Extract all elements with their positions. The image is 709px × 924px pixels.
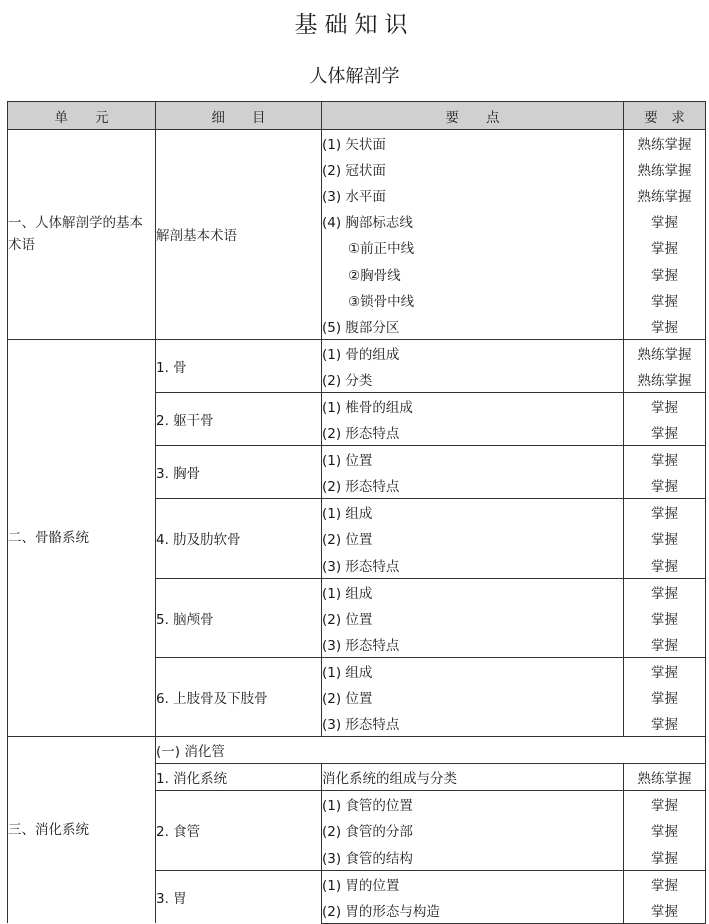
requirement-cell: 掌握 [624, 446, 706, 473]
subject-cell: 2. 食管 [156, 791, 322, 870]
requirement-cell: 掌握 [624, 313, 706, 340]
unit-label: 一、人体解剖学的基本术语 [8, 215, 143, 254]
point-cell: (2) 位置 [322, 684, 624, 710]
point-cell: (4) 胸部标志线 [322, 208, 624, 234]
subject-cell: 解剖基本术语 [156, 130, 322, 340]
point-cell: (3) 形态特点 [322, 552, 624, 579]
unit-cell [8, 737, 156, 924]
requirement-cell: 掌握 [624, 419, 706, 446]
subject-cell: 6. 上肢骨及下肢骨 [156, 657, 322, 736]
requirement-cell: 熟练掌握 [624, 764, 706, 791]
point-cell: (1) 组成 [322, 499, 624, 526]
header-subject: 细 目 [156, 102, 322, 130]
point-cell: (2) 食管的分部 [322, 817, 624, 843]
table-row [8, 737, 706, 764]
requirement-cell: 掌握 [624, 578, 706, 605]
requirement-cell: 熟练掌握 [624, 339, 706, 366]
point-cell: (2) 位置 [322, 605, 624, 631]
unit-label: 二、骨骼系统 [8, 529, 89, 546]
header-requirement: 要 求 [624, 102, 706, 130]
page-title: 基础知识 [294, 12, 415, 38]
requirement-cell: 掌握 [624, 870, 706, 897]
table-header-row [8, 102, 706, 130]
point-cell: (3) 食管的结构 [322, 844, 624, 871]
point-cell: (1) 骨的组成 [322, 339, 624, 366]
requirement-cell: 掌握 [624, 791, 706, 818]
point-cell: (2) 形态特点 [322, 419, 624, 446]
requirement-cell: 掌握 [624, 817, 706, 843]
requirement-cell: 掌握 [624, 844, 706, 871]
syllabus-table [7, 101, 706, 924]
requirement-cell: 熟练掌握 [624, 156, 706, 182]
requirement-cell: 掌握 [624, 552, 706, 579]
subject-cell: 3. 胸骨 [156, 446, 322, 499]
point-cell: (1) 胃的位置 [322, 870, 624, 897]
requirement-cell: 熟练掌握 [624, 130, 706, 157]
point-cell: 消化系统的组成与分类 [322, 764, 624, 791]
requirement-cell: 掌握 [624, 499, 706, 526]
header-unit: 单 元 [8, 102, 156, 130]
table-row [8, 339, 706, 366]
subject-cell: 1. 消化系统 [156, 764, 322, 791]
point-cell: ②胸骨线 [322, 260, 624, 286]
unit-cell [8, 130, 156, 340]
point-cell: (2) 位置 [322, 525, 624, 551]
point-cell: (3) 形态特点 [322, 710, 624, 737]
requirement-cell: 掌握 [624, 525, 706, 551]
point-cell: (2) 形态特点 [322, 472, 624, 499]
table-body [8, 130, 706, 924]
requirement-cell: 掌握 [624, 684, 706, 710]
point-cell: (3) 水平面 [322, 182, 624, 208]
point-cell: (1) 矢状面 [322, 130, 624, 157]
subject-cell: 3. 胃 [156, 870, 322, 923]
subject-cell: 2. 躯干骨 [156, 392, 322, 445]
requirement-cell: 掌握 [624, 287, 706, 313]
section-heading: (一) 消化管 [156, 737, 706, 764]
requirement-cell: 熟练掌握 [624, 182, 706, 208]
requirement-cell: 掌握 [624, 897, 706, 924]
header-points: 要 点 [322, 102, 624, 130]
requirement-cell: 掌握 [624, 234, 706, 260]
subject-cell: 5. 脑颅骨 [156, 578, 322, 657]
table-row [8, 130, 706, 157]
point-cell: (2) 分类 [322, 366, 624, 393]
requirement-cell: 掌握 [624, 392, 706, 419]
requirement-cell: 掌握 [624, 710, 706, 737]
point-cell: (2) 胃的形态与构造 [322, 897, 624, 924]
section-subtitle: 人体解剖学 [309, 66, 400, 87]
point-cell: (1) 食管的位置 [322, 791, 624, 818]
point-cell: (5) 腹部分区 [322, 313, 624, 340]
point-cell: (1) 组成 [322, 578, 624, 605]
requirement-cell: 熟练掌握 [624, 366, 706, 393]
requirement-cell: 掌握 [624, 260, 706, 286]
unit-cell [8, 339, 156, 736]
requirement-cell: 掌握 [624, 605, 706, 631]
requirement-cell: 掌握 [624, 208, 706, 234]
point-cell: (3) 形态特点 [322, 631, 624, 658]
requirement-cell: 掌握 [624, 631, 706, 658]
requirement-cell: 掌握 [624, 657, 706, 684]
point-cell: ③锁骨中线 [322, 287, 624, 313]
point-cell: (2) 冠状面 [322, 156, 624, 182]
subject-cell: 4. 肋及肋软骨 [156, 499, 322, 578]
unit-label: 三、消化系统 [8, 822, 89, 839]
point-cell: (1) 位置 [322, 446, 624, 473]
point-cell: (1) 椎骨的组成 [322, 392, 624, 419]
point-cell: (1) 组成 [322, 657, 624, 684]
point-cell: ①前正中线 [322, 234, 624, 260]
requirement-cell: 掌握 [624, 472, 706, 499]
subject-cell: 1. 骨 [156, 339, 322, 392]
